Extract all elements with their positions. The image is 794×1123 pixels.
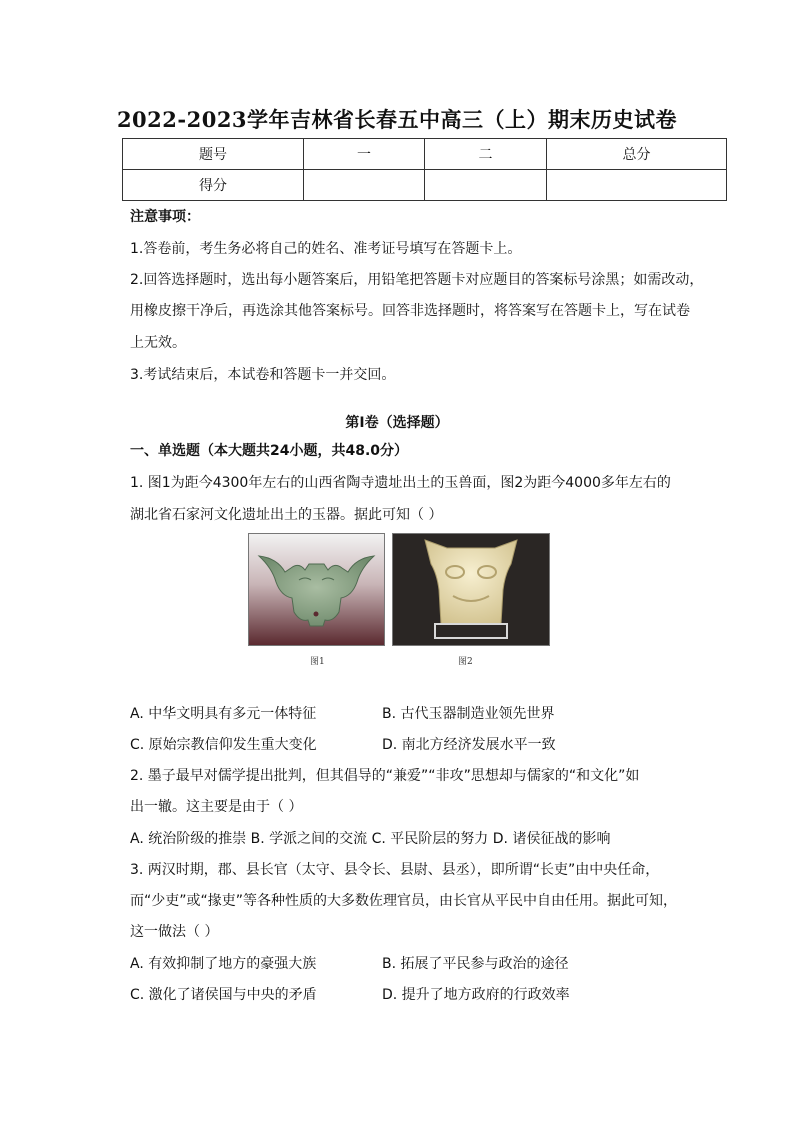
- q1-stem-line: 1. 图1为距今4300年左右的山西省陶寺遗址出土的玉兽面，图2为距今4000多年左右的: [130, 475, 671, 491]
- q3-option-b[interactable]: B. 拓展了平民参与政治的途径: [382, 956, 569, 972]
- notice-item: 用橡皮擦干净后，再选涂其他答案标号。回答非选择题时，将答案写在答题卡上，写在试卷: [130, 303, 690, 319]
- figure-1-caption: 图1: [310, 657, 325, 667]
- q3-stem-line: 3. 两汉时期，郡、县长官（太守、县令长、县尉、县丞），即所谓“长吏”由中央任命，: [130, 862, 660, 878]
- figure-2-jade-object-image: [392, 533, 550, 646]
- q1-option-d[interactable]: D. 南北方经济发展水平一致: [382, 737, 556, 753]
- notice-item: 上无效。: [130, 335, 186, 351]
- notice-item: 2.回答选择题时，选出每小题答案后，用铅笔把答题卡对应题目的答案标号涂黑；如需改动，: [130, 272, 704, 288]
- q2-options[interactable]: A. 统治阶级的推崇 B. 学派之间的交流 C. 平民阶层的努力 D. 诸侯征战的影响: [130, 831, 611, 847]
- q1-stem-line: 湖北省石家河文化遗址出土的玉器。据此可知（ ）: [130, 507, 443, 523]
- q2-stem-line: 2. 墨子最早对儒学提出批判，但其倡导的“兼爱”“非攻”思想却与儒家的“和文化”如: [130, 768, 640, 784]
- q3-option-c[interactable]: C. 激化了诸侯国与中央的矛盾: [130, 987, 317, 1003]
- notice-item: 1.答卷前，考生务必将自己的姓名、准考证号填写在答题卡上。: [130, 241, 522, 257]
- part-heading: 一、单选题（本大题共24小题，共48.0分）: [130, 443, 409, 459]
- figure-1-jade-mask-image: [248, 533, 385, 646]
- q1-option-a[interactable]: A. 中华文明具有多元一体特征: [130, 706, 317, 722]
- q2-stem-line: 出一辙。这主要是由于（ ）: [130, 799, 303, 815]
- figure-2-caption: 图2: [458, 657, 473, 667]
- q1-option-c[interactable]: C. 原始宗教信仰发生重大变化: [130, 737, 317, 753]
- score-table-cell: 一: [304, 139, 425, 170]
- notice-heading: 注意事项：: [130, 209, 200, 225]
- score-table-score-row: [123, 170, 727, 201]
- score-entry-cell: [425, 170, 547, 201]
- q3-option-a[interactable]: A. 有效抑制了地方的豪强大族: [130, 956, 317, 972]
- q3-option-d[interactable]: D. 提升了地方政府的行政效率: [382, 987, 570, 1003]
- score-table-cell: 二: [425, 139, 547, 170]
- score-table-cell: 得分: [123, 170, 304, 201]
- score-table: [122, 138, 727, 201]
- q1-option-b[interactable]: B. 古代玉器制造业领先世界: [382, 706, 555, 722]
- score-entry-cell: [547, 170, 727, 201]
- q3-stem-line: 而“少吏”或“掾吏”等各种性质的大多数佐理官员，由长官从平民中自由任用。据此可知，: [130, 893, 678, 909]
- score-entry-cell: [304, 170, 425, 201]
- notice-item: 3.考试结束后，本试卷和答题卡一并交回。: [130, 367, 396, 383]
- score-table-cell: 题号: [123, 139, 304, 170]
- score-table-cell: 总分: [547, 139, 727, 170]
- section-title: 第Ⅰ卷（选择题）: [345, 415, 449, 431]
- q3-stem-line: 这一做法（ ）: [130, 924, 219, 940]
- page-title: 2022-2023学年吉林省长春五中高三（上）期末历史试卷: [116, 107, 678, 132]
- score-table-header-row: [123, 139, 727, 170]
